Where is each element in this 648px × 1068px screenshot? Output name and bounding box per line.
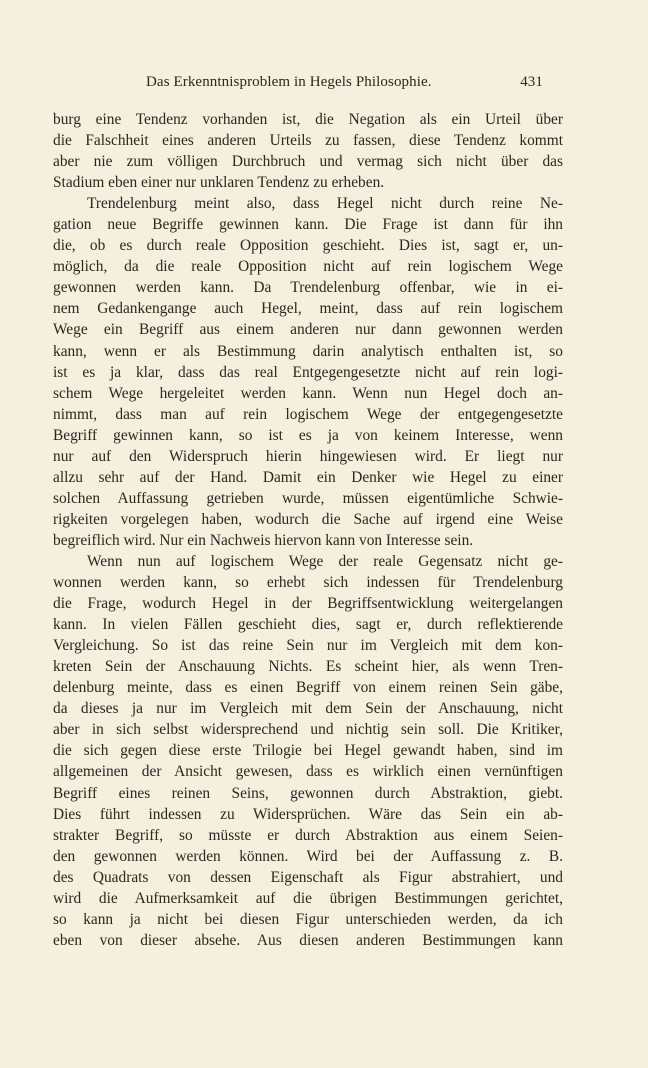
text-line: gation neue Begriffe gewinnen kann. Die Frage ist dann für ihn <box>53 216 563 234</box>
text-line: Stadium eben einer nur unklaren Tendenz zu erheben. <box>53 174 385 192</box>
text-line: allgemeinen der Ansicht gewesen, dass es wirklich einen vernünftigen <box>53 763 563 781</box>
header-title: Das Erkenntnisproblem in Hegels Philosophie. <box>146 74 432 90</box>
text-line: da dieses ja nur im Vergleich mit dem Sein der Anschauung, nicht <box>53 700 563 718</box>
text-line: so kann ja nicht bei diesen Figur unterschieden werden, da ich <box>53 910 563 928</box>
text-line: Wege ein Begriff aus einem anderen nur dann gewonnen werden <box>53 321 563 339</box>
text-line: schem Wege hergeleitet werden kann. Wenn nun Hegel doch an- <box>53 384 563 402</box>
text-line: burg eine Tendenz vorhanden ist, die Negation als ein Urteil über <box>53 111 563 128</box>
text-line: allzu sehr auf der Hand. Damit ein Denker wie Hegel zu einer <box>53 468 563 486</box>
text-line: Begriff eines reinen Seins, gewonnen durch Abstraktion, giebt. <box>53 784 563 802</box>
text-line: Vergleichung. So ist das reine Sein nur im Vergleich mit dem kon- <box>53 637 563 655</box>
text-line: kreten Sein der Anschauung Nichts. Es scheint hier, als wenn Tren- <box>53 658 563 676</box>
text-line: möglich, da die reale Opposition nicht auf rein logischem Wege <box>53 258 563 276</box>
text-line: kann. In vielen Fällen geschieht dies, sagt er, durch reflektierende <box>53 616 563 634</box>
text-line: begreiflich wird. Nur ein Nachweis hiervon kann von Interesse sein. <box>53 531 474 549</box>
text-line: Begriff gewinnen kann, so ist es ja von keinem Interesse, wenn <box>53 426 563 444</box>
text-line: die, ob es durch reale Opposition geschieht. Dies ist, sagt er, un- <box>53 237 563 255</box>
text-line: wird die Aufmerksamkeit auf die übrigen Bestimmungen gerichtet, <box>53 889 563 907</box>
text-line: die sich gegen diese erste Trilogie bei Hegel gewandt haben, sind im <box>53 742 563 760</box>
text-line: des Quadrats von dessen Eigenschaft als Figur abstrahiert, und <box>53 868 563 886</box>
text-line: die Falschheit eines anderen Urteils zu fassen, diese Tendenz kommt <box>53 132 563 150</box>
text-line: Wenn nun auf logischem Wege der reale Gegensatz nicht ge- <box>87 552 563 570</box>
text-line: ist es ja klar, dass das real Entgegengesetzte nicht auf rein logi- <box>53 363 563 381</box>
text-line: wonnen werden kann, so erhebt sich indessen für Trendelenburg <box>53 574 563 592</box>
text-line: nem Gedankengange auch Hegel, meint, dass auf rein logischem <box>53 300 563 318</box>
text-line: Dies führt indessen zu Widersprüchen. Wäre das Sein ein ab- <box>53 805 563 823</box>
text-line: rigkeiten vorgelegen haben, wodurch die Sache auf irgend eine Weise <box>53 510 563 528</box>
text-line: aber in sich selbst widersprechend und nichtig sein soll. Die Kritiker, <box>53 721 563 739</box>
text-line: nur auf den Widerspruch hierin hingewiesen wird. Er liegt nur <box>53 447 563 465</box>
text-line: solchen Auffassung getrieben wurde, müssen eigentümliche Schwie- <box>53 489 563 507</box>
text-line: gewonnen werden kann. Da Trendelenburg offenbar, wie in ei- <box>53 279 563 297</box>
text-line: aber nie zum völligen Durchbruch und vermag sich nicht über das <box>53 153 563 171</box>
body-text <box>53 109 563 951</box>
text-line: eben von dieser absehe. Aus diesen anderen Bestimmungen kann <box>53 931 563 949</box>
text-line: Trendelenburg meint also, dass Hegel nicht durch reine Ne- <box>87 195 563 213</box>
text-line: die Frage, wodurch Hegel in der Begriffsentwicklung weitergelangen <box>53 595 563 613</box>
text-line: nimmt, dass man auf rein logischem Wege der entgegengesetzte <box>53 405 563 423</box>
text-line: strakter Begriff, so müsste er durch Abstraktion aus einem Seien- <box>53 826 563 844</box>
text-line: delenburg meinte, dass es einen Begriff von einem reinen Sein gäbe, <box>53 679 563 697</box>
text-line: den gewonnen werden können. Wird bei der Auffassung z. B. <box>53 847 563 865</box>
page-number: 431 <box>520 74 543 90</box>
text-line: kann, wenn er als Bestimmung darin analytisch enthalten ist, so <box>53 342 563 360</box>
